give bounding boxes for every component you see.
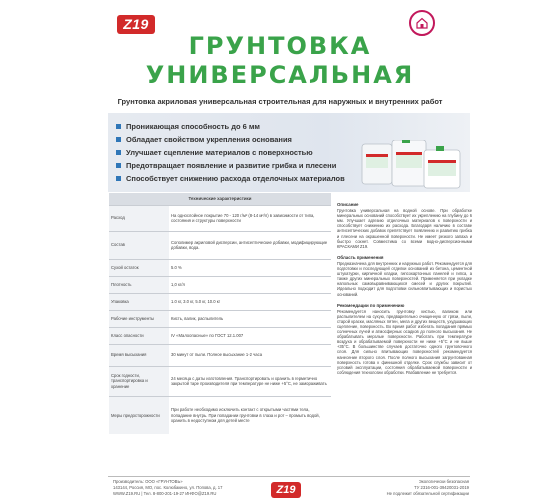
table-row: Меры предосторожности При работе необходимо исключить контакт с открытыми частями тела, попадание внутрь. При попадании грунтовки в глаза и рот – промыть водой, хранить в недоступном для детей месте xyxy=(109,396,331,434)
section-text: Рекомендуется наносить грунтовку кистью, валиком или распылителем на сухую, предварительно очищенную от грязи, пыли, старой краски, масляных пятен, мела и других веществ, ухудшающих сцепление, поверхность. Во время работ избегать попадания прямых солнечных лучей и атмосферных осадков до полного высыхания. Не обрабатывать мерзлые поверхности. Работать при температуре воздуха и обрабатываемой поверхности не ниже +5°С и не выше +35°С. В большинстве случаев достаточно одного грунтовочного слоя. Для сильно впитывающих поверхностей рекомендуется нанесение второго слоя. После полного высыхания загрунтованная поверхность готова к финишной отделке. Срок службы зависит от условий эксплуатации, состояния обрабатываемой поверхности и соблюдения технологии обработки. Разбавление не требуется. xyxy=(337,308,472,375)
table-row: Класс опасности IV «Малоопасные» по ГОСТ 12.1.007 xyxy=(109,327,331,344)
benefit-item: Проникающая способность до 6 мм xyxy=(116,120,345,133)
benefit-item: Предотвращает появление и развитие грибка и плесени xyxy=(116,159,345,172)
section-heading: Рекомендации по применению xyxy=(337,302,405,308)
house-icon xyxy=(415,16,429,30)
footer-certification: Экологически безопасная ТУ 2316-001-39420031-2019 Не подлежит обязательной сертификации xyxy=(386,479,469,496)
brand-logo: Z19 xyxy=(117,15,155,34)
product-canisters-image xyxy=(358,140,466,190)
page-title-line2: УНИВЕРСАЛЬНАЯ xyxy=(145,61,415,89)
page-subtitle: Грунтовка акриловая универсальная строительная для наружных и внутренних работ xyxy=(117,97,443,106)
page-title-line1: ГРУНТОВКА xyxy=(188,32,372,60)
benefit-item: Улучшает сцепление материалов с поверхностью xyxy=(116,146,345,159)
table-row: Сухой остаток 5.0 % xyxy=(109,259,331,276)
bullet-icon xyxy=(116,150,121,155)
section-text: Предназначена для внутренних и наружных работ. Рекомендуется для подготовки и последующей отделки оснований из бетона, цементной штукатурки, кирпичной кладки, гипсокартонных панелей и гипса, а также других минеральных поверхностей. Применяется при укладке напольных самовыравнивающихся смесей и других покрытий. Идеально подходит для подготовки сильновпитывающих и пористых оснований. xyxy=(337,260,472,297)
section-text: Грунтовка универсальная на водной основе. При обработке минеральных оснований способствует их укреплению на глубину до 6 мм. Улучшает адгезию отделочных материалов к поверхности и способствует снижению их расхода. Благодаря наличию в составе антисептических добавок препятствует появлению и развитию грибка и плесени на окрашенной поверхности. Не имеет резкого запаха и быстро сохнет. Совместима со всеми водно-дисперсионными КРАСКАМИ Z19. xyxy=(337,208,472,249)
bullet-icon xyxy=(116,163,121,168)
table-row: Рабочие инструменты Кисть, валик, распылитель xyxy=(109,310,331,327)
bullet-icon xyxy=(116,176,121,181)
specs-table-header: Технические характеристики xyxy=(109,193,331,205)
table-row: Плотность 1,0 кг/л xyxy=(109,276,331,293)
section-heading: Описание xyxy=(337,202,359,207)
canister-back-right-icon xyxy=(392,140,426,186)
table-row: Время высыхания 30 минут от пыли. Полное высыхание 1-2 часа xyxy=(109,344,331,366)
canister-back-left-icon xyxy=(362,144,392,184)
bullet-icon xyxy=(116,137,121,142)
table-row: Состав Сополимер акриловой дисперсии, антисептические добавки, модифицирующие добавки, вода. xyxy=(109,231,331,259)
bullet-icon xyxy=(116,124,121,129)
brand-logo-footer: Z19 xyxy=(271,482,301,498)
benefit-item: Обладает свойством укрепления основания xyxy=(116,133,345,146)
table-row: Срок годности, транспортировка и хранение 24 месяца с даты изготовления. Транспортировать и хранить в герметично закрытой таре производителя при температуре не ниже +5°С, не замораживать xyxy=(109,366,331,396)
description-column xyxy=(337,199,472,375)
table-row: Упаковка 1.0 кг, 3.0 кг, 5.0 кг, 10.0 кг xyxy=(109,293,331,310)
footer-divider xyxy=(108,476,470,477)
benefits-list xyxy=(116,120,345,185)
canister-front-icon xyxy=(424,146,460,188)
footer-contacts: Производитель: ООО «ГРУНТОВЬ» 143144, Россия, МО, пос. Колюбакино, ул. Попова, д. 17 WWW.Z19.RU | Тел. 8-800-201-19-27 ИНФО@Z19.RU xyxy=(113,479,223,496)
section-heading: Область применения xyxy=(337,254,384,260)
benefit-item: Способствует снижению расхода отделочных материалов xyxy=(116,172,345,185)
table-row: Расход На однослойное покрытие 70 - 120 г/м² (8-14 м²/л) в зависимости от типа, состояния и структуры поверхности xyxy=(109,205,331,231)
specs-table xyxy=(109,193,331,434)
